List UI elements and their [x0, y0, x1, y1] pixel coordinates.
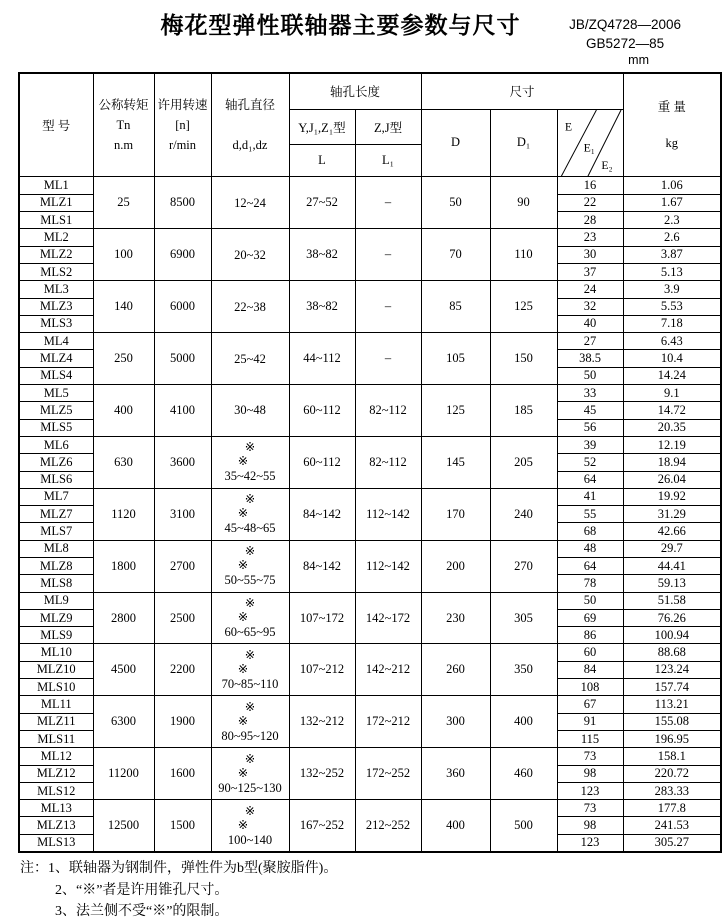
bore-cell	[211, 177, 289, 229]
bore-cell	[211, 385, 289, 437]
bore-length-L-cell: 167~252	[289, 800, 355, 852]
torque-cell: 1800	[93, 540, 154, 592]
weight-cell: 283.33	[623, 782, 721, 799]
D1-cell: 400	[490, 696, 557, 748]
D1-cell: 500	[490, 800, 557, 852]
weight-cell: 241.53	[623, 817, 721, 834]
speed-cell: 8500	[154, 177, 211, 229]
bore-length-L1-cell: 142~212	[355, 644, 421, 696]
weight-cell: 18.94	[623, 454, 721, 471]
E-cell: 23	[557, 229, 623, 246]
E-cell: 64	[557, 558, 623, 575]
bore-length-L-cell: 38~82	[289, 229, 355, 281]
weight-cell: 1.67	[623, 194, 721, 211]
E-cell: 84	[557, 661, 623, 678]
speed-cell: 2700	[154, 540, 211, 592]
E-cell: 33	[557, 385, 623, 402]
bore-length-L-cell: 84~142	[289, 488, 355, 540]
model-cell: MLZ4	[19, 350, 93, 367]
model-cell: MLS8	[19, 575, 93, 592]
speed-cell: 3600	[154, 436, 211, 488]
E-cell: 41	[557, 488, 623, 505]
model-cell: MLZ10	[19, 661, 93, 678]
table-row	[19, 800, 721, 817]
bore-length-L-cell: 38~82	[289, 281, 355, 333]
e-label: E	[564, 119, 572, 134]
E-cell: 50	[557, 592, 623, 609]
bore-length-L-cell: 60~112	[289, 436, 355, 488]
speed-cell: 1900	[154, 696, 211, 748]
E-cell: 40	[557, 315, 623, 332]
weight-cell: 157.74	[623, 679, 721, 696]
weight-cell: 220.72	[623, 765, 721, 782]
header-L1: L₁	[355, 144, 421, 177]
D-cell: 145	[421, 436, 490, 488]
E-cell: 45	[557, 402, 623, 419]
table-row	[19, 385, 721, 402]
bore-length-L-cell: 132~212	[289, 696, 355, 748]
table-row	[19, 748, 721, 765]
torque-cell: 100	[93, 229, 154, 281]
model-cell: MLZ8	[19, 558, 93, 575]
D1-cell: 90	[490, 177, 557, 229]
torque-cell: 630	[93, 436, 154, 488]
weight-cell: 20.35	[623, 419, 721, 436]
weight-cell: 19.92	[623, 488, 721, 505]
E-cell: 52	[557, 454, 623, 471]
bore-length-L-cell: 44~112	[289, 333, 355, 385]
speed-cell: 1500	[154, 800, 211, 852]
header-L: L	[289, 144, 355, 177]
bore-cell	[211, 748, 289, 800]
model-cell: MLZ12	[19, 765, 93, 782]
torque-cell: 12500	[93, 800, 154, 852]
table-row	[19, 592, 721, 609]
D1-cell: 270	[490, 540, 557, 592]
speed-cell: 2500	[154, 592, 211, 644]
bore-range: 22~38	[234, 299, 266, 314]
model-cell: ML9	[19, 592, 93, 609]
bore-range: 25~42	[234, 351, 266, 366]
E-cell: 48	[557, 540, 623, 557]
speed-cell: 2200	[154, 644, 211, 696]
bore-length-L1-cell: 112~142	[355, 488, 421, 540]
D1-cell: 185	[490, 385, 557, 437]
speed-cell: 1600	[154, 748, 211, 800]
E-cell: 37	[557, 263, 623, 280]
header-type-yjz: Y,J₁,Z₁型	[289, 109, 355, 144]
weight-cell: 305.27	[623, 834, 721, 852]
bore-cell	[211, 229, 289, 281]
E-cell: 38.5	[557, 350, 623, 367]
table-row	[19, 488, 721, 505]
D1-cell: 205	[490, 436, 557, 488]
weight-cell: 31.29	[623, 506, 721, 523]
note-2: 2、“※”者是许用锥孔尺寸。	[55, 882, 229, 898]
E-cell: 28	[557, 212, 623, 229]
E-cell: 73	[557, 748, 623, 765]
D1-cell: 350	[490, 644, 557, 696]
bore-length-L-cell: 84~142	[289, 540, 355, 592]
E-cell: 115	[557, 730, 623, 747]
model-cell: MLZ7	[19, 506, 93, 523]
header-E-diagonal	[557, 109, 623, 177]
taper-bore-marks: ※ ※	[237, 544, 270, 573]
weight-cell: 5.13	[623, 263, 721, 280]
model-cell: ML2	[19, 229, 93, 246]
E-cell: 27	[557, 333, 623, 350]
speed-cell: 3100	[154, 488, 211, 540]
header-torque: 公称转矩 Tn n.m	[93, 73, 154, 177]
E-cell: 22	[557, 194, 623, 211]
model-cell: ML4	[19, 333, 93, 350]
e-diagonal-graphic	[558, 110, 623, 177]
taper-bore-marks: ※ ※	[237, 596, 270, 625]
weight-cell: 113.21	[623, 696, 721, 713]
model-cell: MLS13	[19, 834, 93, 852]
torque-cell: 11200	[93, 748, 154, 800]
table-row	[19, 436, 721, 453]
D1-cell: 305	[490, 592, 557, 644]
model-cell: ML12	[19, 748, 93, 765]
weight-cell: 123.24	[623, 661, 721, 678]
bore-range: 80~95~120	[221, 728, 279, 743]
weight-cell: 158.1	[623, 748, 721, 765]
E-cell: 78	[557, 575, 623, 592]
header-speed: 许用转速 [n] r/min	[154, 73, 211, 177]
speed-cell: 6000	[154, 281, 211, 333]
model-cell: ML5	[19, 385, 93, 402]
torque-cell: 25	[93, 177, 154, 229]
weight-cell: 3.87	[623, 246, 721, 263]
bore-range: 100~140	[227, 832, 273, 847]
bore-range: 90~125~130	[218, 780, 282, 795]
weight-cell: 88.68	[623, 644, 721, 661]
bore-length-L1-cell: –	[355, 177, 421, 229]
D1-cell: 110	[490, 229, 557, 281]
D-cell: 360	[421, 748, 490, 800]
taper-bore-marks: ※ ※	[237, 751, 270, 780]
standard-references	[569, 15, 681, 53]
model-cell: MLZ2	[19, 246, 93, 263]
weight-cell: 5.53	[623, 298, 721, 315]
bore-length-L-cell: 60~112	[289, 385, 355, 437]
E-cell: 68	[557, 523, 623, 540]
bore-range: 45~48~65	[224, 521, 276, 536]
table-row	[19, 644, 721, 661]
weight-cell: 100.94	[623, 627, 721, 644]
weight-cell: 14.72	[623, 402, 721, 419]
bore-cell	[211, 488, 289, 540]
header-bore-length: 轴孔长度	[289, 73, 421, 109]
taper-bore-marks: ※ ※	[237, 699, 270, 728]
weight-cell: 6.43	[623, 333, 721, 350]
E-cell: 73	[557, 800, 623, 817]
table-body	[19, 177, 721, 852]
torque-cell: 6300	[93, 696, 154, 748]
bore-length-L-cell: 107~172	[289, 592, 355, 644]
bore-length-L-cell: 107~212	[289, 644, 355, 696]
E-cell: 86	[557, 627, 623, 644]
weight-cell: 7.18	[623, 315, 721, 332]
model-cell: ML8	[19, 540, 93, 557]
E-cell: 98	[557, 765, 623, 782]
bore-range: 50~55~75	[224, 573, 276, 588]
E-cell: 98	[557, 817, 623, 834]
taper-bore-marks: ※ ※	[237, 492, 270, 521]
D-cell: 105	[421, 333, 490, 385]
weight-cell: 155.08	[623, 713, 721, 730]
model-cell: MLZ1	[19, 194, 93, 211]
bore-length-L1-cell: 172~212	[355, 696, 421, 748]
page-header	[0, 0, 725, 72]
weight-cell: 3.9	[623, 281, 721, 298]
header-size: 尺寸	[421, 73, 623, 109]
D-cell: 400	[421, 800, 490, 852]
table-header	[19, 73, 721, 177]
header-weight: 重 量 kg	[623, 73, 721, 177]
bore-length-L1-cell: 82~112	[355, 385, 421, 437]
torque-cell: 400	[93, 385, 154, 437]
D-cell: 260	[421, 644, 490, 696]
torque-cell: 250	[93, 333, 154, 385]
model-cell: ML1	[19, 177, 93, 194]
e2-label: E₂	[600, 157, 613, 172]
bore-length-L-cell: 132~252	[289, 748, 355, 800]
D-cell: 85	[421, 281, 490, 333]
table-row	[19, 229, 721, 246]
E-cell: 55	[557, 506, 623, 523]
header-type-zj: Z,J型	[355, 109, 421, 144]
model-cell: MLS10	[19, 679, 93, 696]
model-cell: MLS5	[19, 419, 93, 436]
bore-cell	[211, 644, 289, 696]
e1-label: E₁	[583, 139, 595, 154]
bore-length-L1-cell: 112~142	[355, 540, 421, 592]
table-row	[19, 696, 721, 713]
D1-cell: 125	[490, 281, 557, 333]
weight-cell: 76.26	[623, 609, 721, 626]
bore-length-L1-cell: 172~252	[355, 748, 421, 800]
D1-cell: 460	[490, 748, 557, 800]
notes	[20, 858, 725, 923]
bore-cell	[211, 333, 289, 385]
note-1: 注：1、联轴器为钢制件，弹性件为b型(聚胺脂件)。	[20, 861, 338, 877]
model-cell: ML7	[19, 488, 93, 505]
model-cell: MLS3	[19, 315, 93, 332]
speed-cell: 4100	[154, 385, 211, 437]
model-cell: MLS7	[19, 523, 93, 540]
speed-cell: 5000	[154, 333, 211, 385]
taper-bore-marks: ※ ※	[237, 647, 270, 676]
note-3: 3、法兰侧不受“※”的限制。	[55, 904, 229, 920]
taper-bore-marks: ※ ※	[237, 803, 270, 832]
model-cell: ML6	[19, 436, 93, 453]
torque-cell: 2800	[93, 592, 154, 644]
E-cell: 108	[557, 679, 623, 696]
model-cell: MLZ13	[19, 817, 93, 834]
weight-cell: 2.3	[623, 212, 721, 229]
model-cell: MLZ9	[19, 609, 93, 626]
weight-cell: 51.58	[623, 592, 721, 609]
D-cell: 200	[421, 540, 490, 592]
bore-range: 30~48	[234, 403, 266, 418]
unit-label: mm	[628, 53, 649, 67]
bore-range: 12~24	[234, 195, 266, 210]
model-cell: MLZ5	[19, 402, 93, 419]
bore-cell	[211, 800, 289, 852]
D-cell: 125	[421, 385, 490, 437]
bore-length-L-cell: 27~52	[289, 177, 355, 229]
E-cell: 64	[557, 471, 623, 488]
E-cell: 123	[557, 834, 623, 852]
weight-cell: 59.13	[623, 575, 721, 592]
weight-cell: 29.7	[623, 540, 721, 557]
model-cell: ML13	[19, 800, 93, 817]
model-cell: MLZ6	[19, 454, 93, 471]
E-cell: 91	[557, 713, 623, 730]
bore-cell	[211, 696, 289, 748]
bore-cell	[211, 281, 289, 333]
bore-range: 20~32	[234, 247, 266, 262]
weight-cell: 26.04	[623, 471, 721, 488]
coupling-spec-table	[18, 72, 722, 853]
bore-length-L1-cell: –	[355, 333, 421, 385]
weight-cell: 42.66	[623, 523, 721, 540]
weight-cell: 196.95	[623, 730, 721, 747]
table-row	[19, 540, 721, 557]
bore-length-L1-cell: 82~112	[355, 436, 421, 488]
taper-bore-marks: ※ ※	[237, 440, 270, 469]
bore-length-L1-cell: –	[355, 229, 421, 281]
weight-cell: 2.6	[623, 229, 721, 246]
bore-length-L1-cell: 142~172	[355, 592, 421, 644]
model-cell: MLS2	[19, 263, 93, 280]
table-row	[19, 281, 721, 298]
E-cell: 32	[557, 298, 623, 315]
E-cell: 67	[557, 696, 623, 713]
standard-ref-gb: GB5272—85	[586, 36, 665, 51]
weight-cell: 1.06	[623, 177, 721, 194]
E-cell: 24	[557, 281, 623, 298]
E-cell: 39	[557, 436, 623, 453]
model-cell: ML3	[19, 281, 93, 298]
page-title: 梅花型弹性联轴器主要参数与尺寸	[160, 13, 521, 38]
bore-length-L1-cell: 212~252	[355, 800, 421, 852]
torque-cell: 4500	[93, 644, 154, 696]
D1-cell: 150	[490, 333, 557, 385]
weight-cell: 177.8	[623, 800, 721, 817]
model-cell: MLS11	[19, 730, 93, 747]
weight-cell: 12.19	[623, 436, 721, 453]
header-D1: D₁	[490, 109, 557, 177]
E-cell: 50	[557, 367, 623, 384]
E-cell: 56	[557, 419, 623, 436]
torque-cell: 140	[93, 281, 154, 333]
bore-length-L1-cell: –	[355, 281, 421, 333]
D1-cell: 240	[490, 488, 557, 540]
model-cell: MLS9	[19, 627, 93, 644]
bore-cell	[211, 592, 289, 644]
model-cell: MLS4	[19, 367, 93, 384]
speed-cell: 6900	[154, 229, 211, 281]
torque-cell: 1120	[93, 488, 154, 540]
weight-cell: 14.24	[623, 367, 721, 384]
header-D: D	[421, 109, 490, 177]
bore-range: 70~85~110	[221, 676, 279, 691]
weight-cell: 9.1	[623, 385, 721, 402]
D-cell: 170	[421, 488, 490, 540]
D-cell: 230	[421, 592, 490, 644]
standard-ref-jb: JB/ZQ4728—2006	[569, 17, 681, 32]
E-cell: 30	[557, 246, 623, 263]
header-model: 型 号	[19, 73, 93, 177]
model-cell: ML11	[19, 696, 93, 713]
D-cell: 50	[421, 177, 490, 229]
model-cell: MLS12	[19, 782, 93, 799]
table-row	[19, 333, 721, 350]
header-bore-diameter: 轴孔直径 d,d₁,dz	[211, 73, 289, 177]
bore-range: 35~42~55	[224, 469, 276, 484]
bore-range: 60~65~95	[224, 625, 276, 640]
bore-cell	[211, 540, 289, 592]
weight-cell: 44.41	[623, 558, 721, 575]
D-cell: 300	[421, 696, 490, 748]
model-cell: ML10	[19, 644, 93, 661]
model-cell: MLS1	[19, 212, 93, 229]
E-cell: 123	[557, 782, 623, 799]
model-cell: MLZ3	[19, 298, 93, 315]
E-cell: 60	[557, 644, 623, 661]
E-cell: 69	[557, 609, 623, 626]
D-cell: 70	[421, 229, 490, 281]
E-cell: 16	[557, 177, 623, 194]
weight-cell: 10.4	[623, 350, 721, 367]
model-cell: MLS6	[19, 471, 93, 488]
model-cell: MLZ11	[19, 713, 93, 730]
table-row	[19, 177, 721, 194]
bore-cell	[211, 436, 289, 488]
